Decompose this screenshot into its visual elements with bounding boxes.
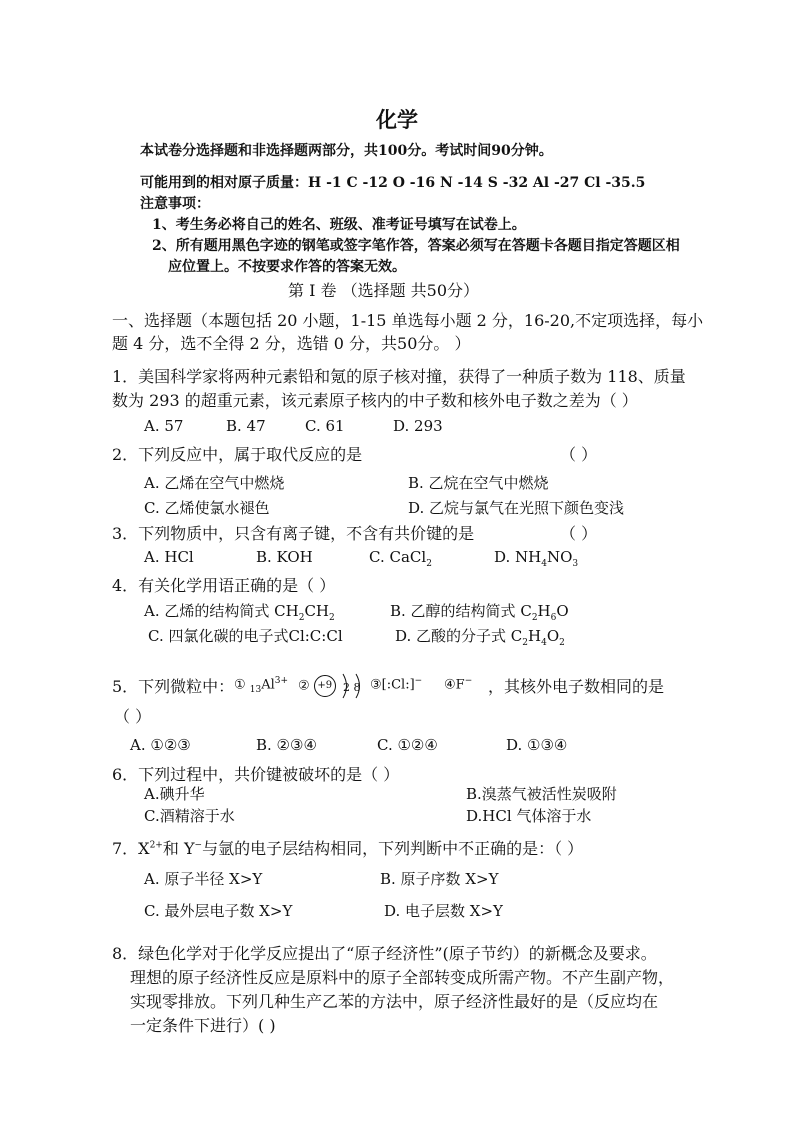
q1-option-d: D. 293 xyxy=(393,417,443,435)
q3-option-c: C. CaCl$_2$ xyxy=(369,548,432,569)
page-title: 化学 xyxy=(376,107,418,132)
q5-stem-end: ，其核外电子数相同的是 xyxy=(488,677,665,696)
q4-stem: 4．有关化学用语正确的是（ ） xyxy=(112,576,336,595)
q6-option-c: C.酒精溶于水 xyxy=(144,807,235,825)
q7-option-b: B. 原子序数 X>Y xyxy=(380,870,499,888)
section-instructions-line-2: 题 4 分，选不全得 2 分，选错 0 分，共50分。 ） xyxy=(112,334,471,353)
q3-option-b: B. KOH xyxy=(256,548,313,566)
q8-stem-line-2: 理想的原子经济性反应是原料中的原子全部转变成所需产物。不产生副产物， xyxy=(130,968,675,987)
q5-stem: 5．下列微粒中： xyxy=(112,677,235,696)
q4-option-a: A. 乙烯的结构简式 $CH_2CH_2$ xyxy=(144,602,335,623)
q3-option-d: D. $NH_4NO_3$ xyxy=(494,548,579,569)
q7-stem: 7．$X^{2+}$和 Y−与氩的电子层结构相同，下列判断中不正确的是：（ ） xyxy=(112,839,584,858)
note-1: 1、考生务必将自己的姓名、班级、准考证号填写在试卷上。 xyxy=(152,217,526,233)
q5-option-a: A. ①②③ xyxy=(130,736,191,754)
q3-option-a: A. HCl xyxy=(144,548,194,566)
q5-answer-blank: （ ） xyxy=(114,707,152,726)
q6-option-d: D.HCl 气体溶于水 xyxy=(466,807,592,825)
q5-particle-3: ③[:Cl:]− xyxy=(370,676,423,693)
q2-option-a: A. 乙烯在空气中燃烧 xyxy=(144,474,285,492)
section-title: 第 I 卷 （选择题 共50分） xyxy=(288,281,480,300)
note-2-line-2: 应位置上。不按要求作答的答案无效。 xyxy=(168,259,406,275)
q7-option-d: D. 电子层数 X>Y xyxy=(384,902,503,920)
q7-option-a: A. 原子半径 X>Y xyxy=(144,870,263,888)
q1-option-a: A. 57 xyxy=(144,417,184,435)
note-2-line-1: 2、所有题用黑色字迹的钢笔或签字笔作答，答案必须写在答题卡各题目指定答题区相 xyxy=(152,238,680,254)
q5-particle-1: ① $_{13}Al^{3+}$ xyxy=(234,676,289,695)
section-instructions-line-1: 一、选择题（本题包括 20 小题，1-15 单选每小题 2 分，16-20,不定项选择，每小 xyxy=(112,311,704,330)
q6-option-a: A.碘升华 xyxy=(144,785,205,803)
q6-option-b: B.溴蒸气被活性炭吸附 xyxy=(466,785,617,803)
q3-stem: 3．下列物质中，只含有离子键，不含有共价键的是 xyxy=(112,524,475,543)
q2-stem: 2．下列反应中，属于取代反应的是 xyxy=(112,445,363,464)
q2-option-c: C. 乙烯使氯水褪色 xyxy=(144,499,270,517)
q5-option-d: D. ①③④ xyxy=(506,736,568,754)
q8-stem-line-1: 8．绿色化学对于化学反应提出了“原子经济性”(原子节约）的新概念及要求。 xyxy=(112,944,657,963)
q6-stem: 6．下列过程中，共价键被破坏的是（ ） xyxy=(112,765,400,784)
q1-stem-line-2: 数为 293 的超重元素，该元素原子核内的中子数和核外电子数之差为（ ） xyxy=(112,391,638,410)
q4-option-b: B. 乙醇的结构简式 $C_2H_6O$ xyxy=(390,602,569,623)
q2-option-d: D. 乙烷与氯气在光照下颜色变浅 xyxy=(408,499,625,517)
atomic-masses: 可能用到的相对原子质量：H -1 C -12 O -16 N -14 S -32 Al -27 Cl -35.5 xyxy=(140,175,646,191)
q8-stem-line-3: 实现零排放。下列几种生产乙苯的方法中，原子经济性最好的是（反应均在 xyxy=(130,992,659,1011)
q3-answer-blank: （ ） xyxy=(560,524,598,543)
q1-option-c: C. 61 xyxy=(305,417,345,435)
q4-option-d: D. 乙酸的分子式 $C_2H_4O_2$ xyxy=(395,627,565,648)
q5-particle-4: ④F− xyxy=(444,676,473,693)
q2-answer-blank: （ ） xyxy=(560,445,598,464)
notes-title: 注意事项： xyxy=(140,196,210,212)
exam-intro: 本试卷分选择题和非选择题两部分，共100分。考试时间90分钟。 xyxy=(140,143,553,159)
nucleus-circle: +9 xyxy=(314,675,336,697)
q4-option-c: C. 四氯化碳的电子式Cl:C:Cl xyxy=(148,627,343,645)
q2-option-b: B. 乙烷在空气中燃烧 xyxy=(408,474,549,492)
q8-stem-line-4: 一定条件下进行）( ) xyxy=(130,1016,276,1035)
q5-shell-counts: 2 8 xyxy=(343,681,361,694)
q5-option-b: B. ②③④ xyxy=(256,736,317,754)
q7-option-c: C. 最外层电子数 X>Y xyxy=(144,902,293,920)
q1-option-b: B. 47 xyxy=(226,417,266,435)
q5-option-c: C. ①②④ xyxy=(377,736,438,754)
q5-particle-2: ② +9 xyxy=(298,672,374,700)
q1-stem-line-1: 1．美国科学家将两种元素铅和氪的原子核对撞，获得了一种质子数为 118、质量 xyxy=(112,367,686,386)
